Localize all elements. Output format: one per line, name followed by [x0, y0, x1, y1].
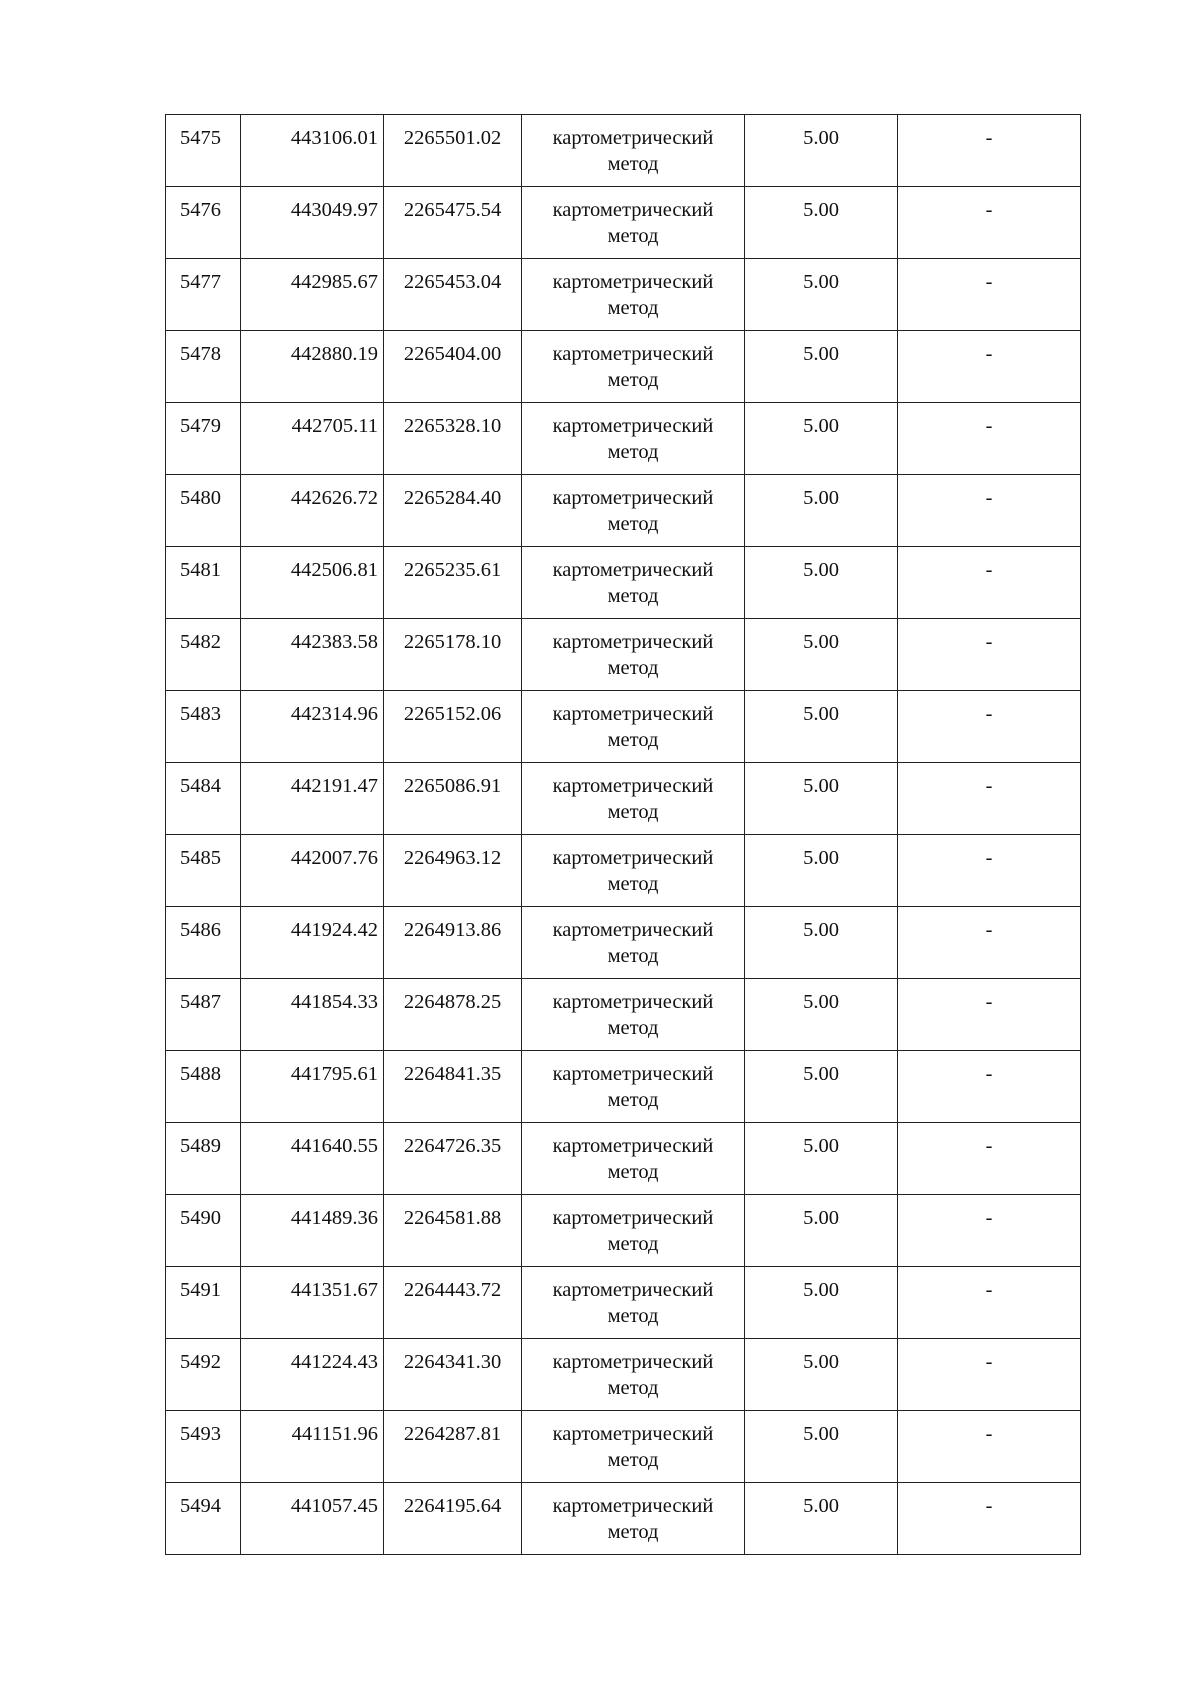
method-cell: [522, 1123, 745, 1195]
method-text-line2: метод: [607, 1521, 659, 1543]
note-cell: -: [898, 475, 1081, 547]
note-cell: -: [898, 187, 1081, 259]
method-text-line2: метод: [607, 369, 659, 391]
table-row: [166, 1411, 1081, 1483]
table-row: [166, 619, 1081, 691]
y-coordinate-cell: 2265328.10: [384, 403, 522, 475]
note-cell: -: [898, 115, 1081, 187]
table-row: [166, 547, 1081, 619]
point-number-cell: 5484: [166, 763, 241, 835]
x-coordinate-cell: 441224.43: [241, 1339, 384, 1411]
y-coordinate-cell: 2264581.88: [384, 1195, 522, 1267]
method-cell: [522, 1051, 745, 1123]
point-number-cell: 5487: [166, 979, 241, 1051]
method-text-line1: картометрический: [552, 919, 714, 941]
table-row: [166, 403, 1081, 475]
method-text-line1: картометрический: [552, 1279, 714, 1301]
method-cell: [522, 835, 745, 907]
table-row: [166, 1267, 1081, 1339]
method-text-line2: метод: [607, 585, 659, 607]
method-text-line2: метод: [607, 1233, 659, 1255]
method-cell: [522, 331, 745, 403]
method-text-line2: метод: [607, 1305, 659, 1327]
table-row: [166, 1123, 1081, 1195]
note-cell: -: [898, 1411, 1081, 1483]
method-text-line2: метод: [607, 297, 659, 319]
method-text-line2: метод: [607, 729, 659, 751]
point-number-cell: 5476: [166, 187, 241, 259]
y-coordinate-cell: 2265501.02: [384, 115, 522, 187]
table-row: [166, 475, 1081, 547]
note-cell: -: [898, 1339, 1081, 1411]
method-text-line1: картометрический: [552, 271, 714, 293]
method-cell: [522, 979, 745, 1051]
method-text-line2: метод: [607, 1161, 659, 1183]
accuracy-cell: 5.00: [745, 187, 898, 259]
x-coordinate-cell: 441795.61: [241, 1051, 384, 1123]
method-text-line1: картометрический: [552, 199, 714, 221]
point-number-cell: 5488: [166, 1051, 241, 1123]
point-number-cell: 5477: [166, 259, 241, 331]
coordinates-table-body: [166, 115, 1081, 1555]
y-coordinate-cell: 2264726.35: [384, 1123, 522, 1195]
point-number-cell: 5492: [166, 1339, 241, 1411]
y-coordinate-cell: 2265453.04: [384, 259, 522, 331]
method-text-line2: метод: [607, 225, 659, 247]
y-coordinate-cell: 2265475.54: [384, 187, 522, 259]
table-row: [166, 979, 1081, 1051]
method-cell: [522, 547, 745, 619]
x-coordinate-cell: 441151.96: [241, 1411, 384, 1483]
method-text-line1: картометрический: [552, 1423, 714, 1445]
note-cell: -: [898, 1483, 1081, 1555]
x-coordinate-cell: 442626.72: [241, 475, 384, 547]
point-number-cell: 5478: [166, 331, 241, 403]
method-text-line1: картометрический: [552, 127, 714, 149]
note-cell: -: [898, 907, 1081, 979]
method-cell: [522, 475, 745, 547]
table-row: [166, 691, 1081, 763]
point-number-cell: 5485: [166, 835, 241, 907]
point-number-cell: 5489: [166, 1123, 241, 1195]
note-cell: -: [898, 331, 1081, 403]
x-coordinate-cell: 442985.67: [241, 259, 384, 331]
point-number-cell: 5486: [166, 907, 241, 979]
y-coordinate-cell: 2264341.30: [384, 1339, 522, 1411]
x-coordinate-cell: 441057.45: [241, 1483, 384, 1555]
method-cell: [522, 1411, 745, 1483]
x-coordinate-cell: 441489.36: [241, 1195, 384, 1267]
accuracy-cell: 5.00: [745, 1483, 898, 1555]
method-text-line1: картометрический: [552, 1351, 714, 1373]
accuracy-cell: 5.00: [745, 475, 898, 547]
y-coordinate-cell: 2264443.72: [384, 1267, 522, 1339]
y-coordinate-cell: 2265086.91: [384, 763, 522, 835]
x-coordinate-cell: 441854.33: [241, 979, 384, 1051]
method-text-line1: картометрический: [552, 559, 714, 581]
method-text-line1: картометрический: [552, 415, 714, 437]
x-coordinate-cell: 442383.58: [241, 619, 384, 691]
method-text-line1: картометрический: [552, 1495, 714, 1517]
method-cell: [522, 691, 745, 763]
note-cell: -: [898, 1051, 1081, 1123]
method-text-line1: картометрический: [552, 1063, 714, 1085]
accuracy-cell: 5.00: [745, 331, 898, 403]
method-text-line1: картометрический: [552, 1207, 714, 1229]
point-number-cell: 5493: [166, 1411, 241, 1483]
table-row: [166, 187, 1081, 259]
method-text-line1: картометрический: [552, 487, 714, 509]
table-row: [166, 331, 1081, 403]
method-text-line1: картометрический: [552, 703, 714, 725]
method-text-line2: метод: [607, 657, 659, 679]
x-coordinate-cell: 443106.01: [241, 115, 384, 187]
table-row: [166, 1195, 1081, 1267]
method-cell: [522, 907, 745, 979]
table-row: [166, 835, 1081, 907]
table-row: [166, 907, 1081, 979]
note-cell: -: [898, 979, 1081, 1051]
method-text-line2: метод: [607, 801, 659, 823]
table-row: [166, 1483, 1081, 1555]
point-number-cell: 5490: [166, 1195, 241, 1267]
method-cell: [522, 115, 745, 187]
method-text-line2: метод: [607, 1089, 659, 1111]
x-coordinate-cell: 442705.11: [241, 403, 384, 475]
y-coordinate-cell: 2265284.40: [384, 475, 522, 547]
x-coordinate-cell: 442191.47: [241, 763, 384, 835]
x-coordinate-cell: 441640.55: [241, 1123, 384, 1195]
note-cell: -: [898, 691, 1081, 763]
y-coordinate-cell: 2264841.35: [384, 1051, 522, 1123]
note-cell: -: [898, 835, 1081, 907]
accuracy-cell: 5.00: [745, 115, 898, 187]
point-number-cell: 5479: [166, 403, 241, 475]
table-row: [166, 1051, 1081, 1123]
method-text-line2: метод: [607, 1017, 659, 1039]
y-coordinate-cell: 2265404.00: [384, 331, 522, 403]
accuracy-cell: 5.00: [745, 1267, 898, 1339]
note-cell: -: [898, 259, 1081, 331]
method-text-line2: метод: [607, 441, 659, 463]
method-cell: [522, 619, 745, 691]
x-coordinate-cell: 441351.67: [241, 1267, 384, 1339]
method-text-line1: картометрический: [552, 775, 714, 797]
method-text-line2: метод: [607, 1449, 659, 1471]
y-coordinate-cell: 2264913.86: [384, 907, 522, 979]
accuracy-cell: 5.00: [745, 619, 898, 691]
method-cell: [522, 187, 745, 259]
accuracy-cell: 5.00: [745, 835, 898, 907]
method-cell: [522, 403, 745, 475]
note-cell: -: [898, 403, 1081, 475]
method-cell: [522, 1195, 745, 1267]
point-number-cell: 5491: [166, 1267, 241, 1339]
method-text-line1: картометрический: [552, 343, 714, 365]
note-cell: -: [898, 619, 1081, 691]
point-number-cell: 5483: [166, 691, 241, 763]
point-number-cell: 5480: [166, 475, 241, 547]
method-text-line2: метод: [607, 945, 659, 967]
table-row: [166, 259, 1081, 331]
accuracy-cell: 5.00: [745, 691, 898, 763]
note-cell: -: [898, 1123, 1081, 1195]
point-number-cell: 5481: [166, 547, 241, 619]
x-coordinate-cell: 443049.97: [241, 187, 384, 259]
note-cell: -: [898, 1267, 1081, 1339]
accuracy-cell: 5.00: [745, 1123, 898, 1195]
table-row: [166, 763, 1081, 835]
y-coordinate-cell: 2264287.81: [384, 1411, 522, 1483]
x-coordinate-cell: 442007.76: [241, 835, 384, 907]
y-coordinate-cell: 2265235.61: [384, 547, 522, 619]
accuracy-cell: 5.00: [745, 1411, 898, 1483]
method-cell: [522, 763, 745, 835]
accuracy-cell: 5.00: [745, 403, 898, 475]
method-text-line1: картометрический: [552, 631, 714, 653]
y-coordinate-cell: 2264195.64: [384, 1483, 522, 1555]
accuracy-cell: 5.00: [745, 1051, 898, 1123]
method-cell: [522, 259, 745, 331]
x-coordinate-cell: 442880.19: [241, 331, 384, 403]
point-number-cell: 5482: [166, 619, 241, 691]
x-coordinate-cell: 442506.81: [241, 547, 384, 619]
note-cell: -: [898, 763, 1081, 835]
y-coordinate-cell: 2264878.25: [384, 979, 522, 1051]
note-cell: -: [898, 547, 1081, 619]
accuracy-cell: 5.00: [745, 547, 898, 619]
method-text-line2: метод: [607, 873, 659, 895]
method-text-line1: картометрический: [552, 847, 714, 869]
note-cell: -: [898, 1195, 1081, 1267]
method-text-line2: метод: [607, 153, 659, 175]
accuracy-cell: 5.00: [745, 763, 898, 835]
x-coordinate-cell: 442314.96: [241, 691, 384, 763]
point-number-cell: 5475: [166, 115, 241, 187]
y-coordinate-cell: 2265178.10: [384, 619, 522, 691]
method-cell: [522, 1339, 745, 1411]
method-cell: [522, 1483, 745, 1555]
table-row: [166, 115, 1081, 187]
method-text-line2: метод: [607, 513, 659, 535]
method-text-line2: метод: [607, 1377, 659, 1399]
accuracy-cell: 5.00: [745, 907, 898, 979]
accuracy-cell: 5.00: [745, 1339, 898, 1411]
y-coordinate-cell: 2265152.06: [384, 691, 522, 763]
table-row: [166, 1339, 1081, 1411]
accuracy-cell: 5.00: [745, 1195, 898, 1267]
y-coordinate-cell: 2264963.12: [384, 835, 522, 907]
method-text-line1: картометрический: [552, 991, 714, 1013]
point-number-cell: 5494: [166, 1483, 241, 1555]
x-coordinate-cell: 441924.42: [241, 907, 384, 979]
method-text-line1: картометрический: [552, 1135, 714, 1157]
method-cell: [522, 1267, 745, 1339]
accuracy-cell: 5.00: [745, 979, 898, 1051]
accuracy-cell: 5.00: [745, 259, 898, 331]
coordinates-table: [165, 114, 1081, 1555]
